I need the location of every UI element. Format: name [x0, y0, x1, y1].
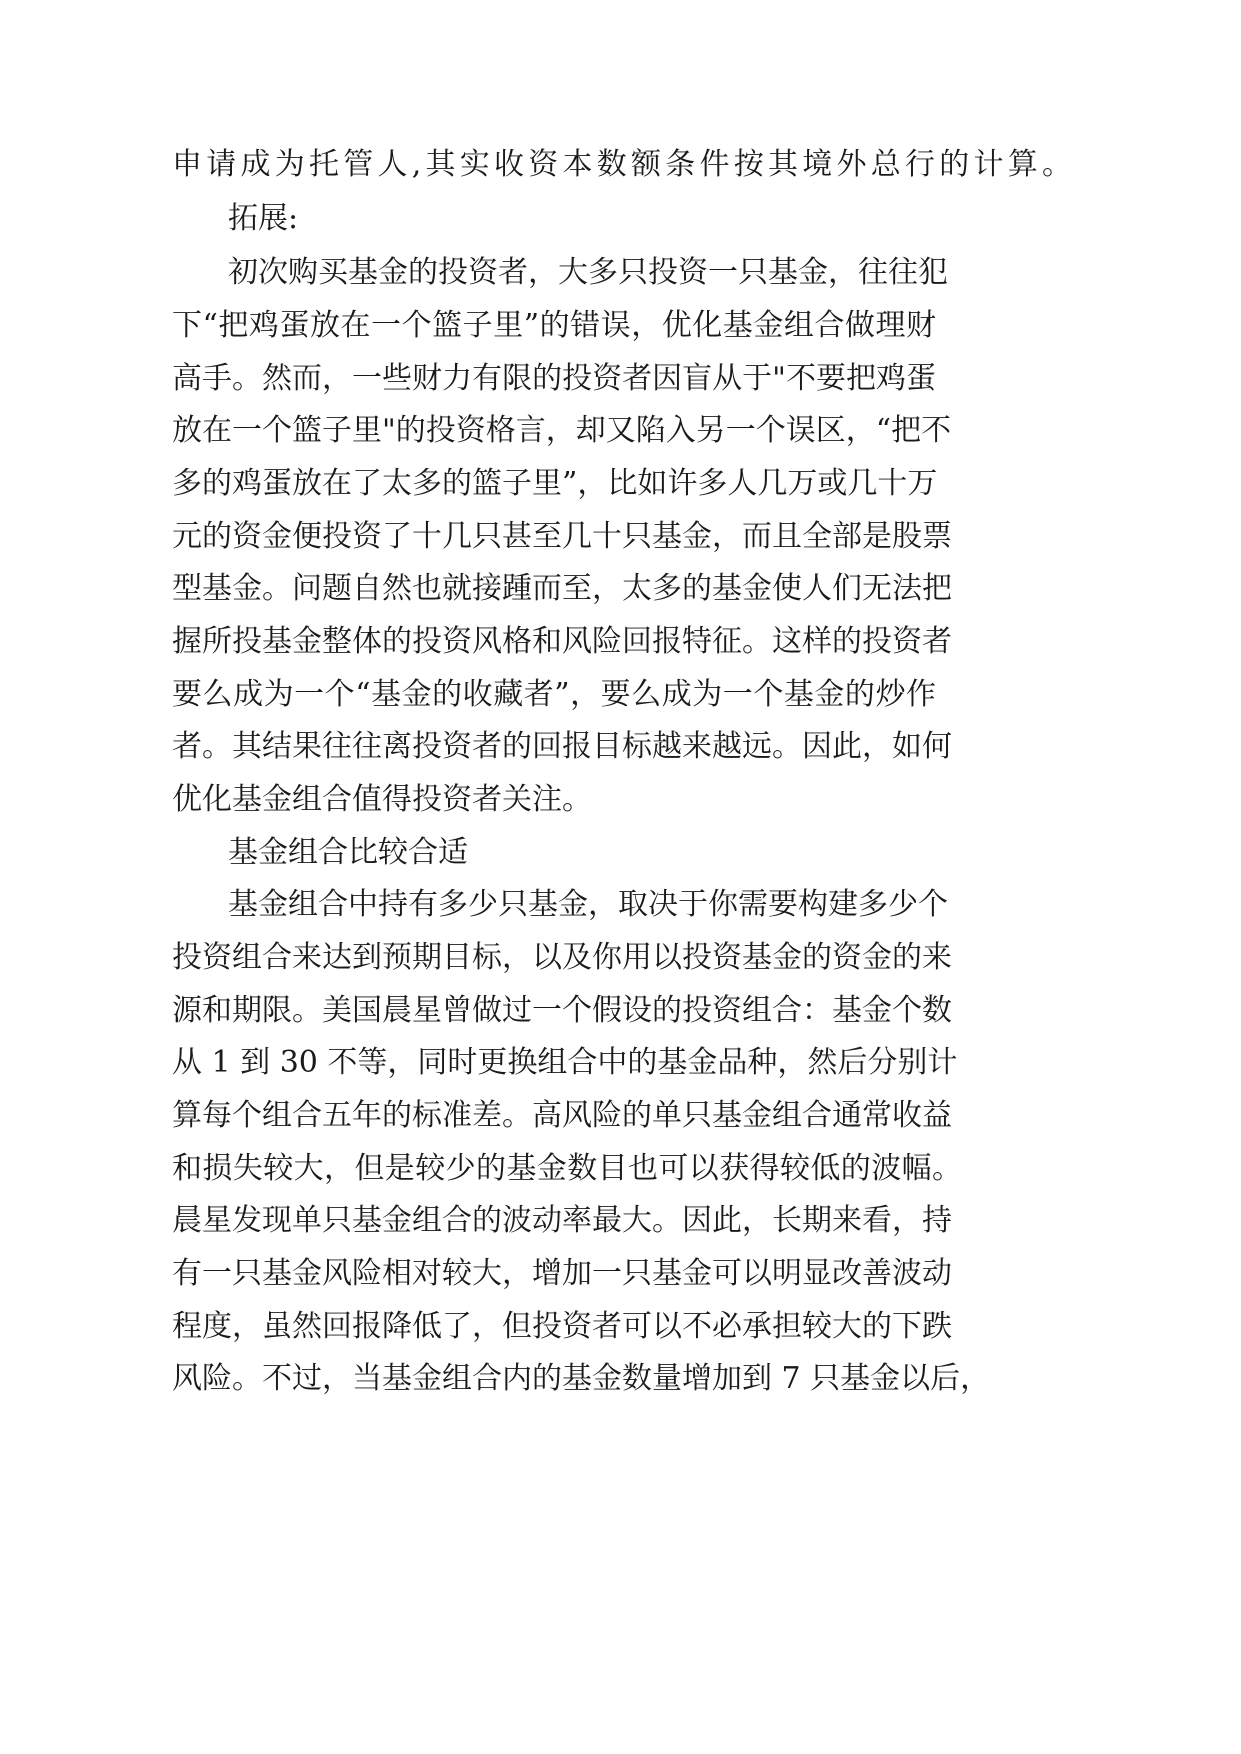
paragraph-line-3: 高手。然而，一些财力有限的投资者因盲从于"不要把鸡蛋 — [172, 361, 936, 396]
section-label-expand: 拓展: — [228, 201, 299, 236]
paragraph-line-5: 多的鸡蛋放在了太多的篮子里”，比如许多人几万或几十万 — [172, 466, 938, 501]
paragraph-line-15: 从 1 到 30 不等，同时更换组合中的基金品种，然后分别计 — [172, 1045, 958, 1080]
paragraph-line-7: 型基金。问题自然也就接踵而至，太多的基金使人们无法把 — [172, 571, 952, 606]
paragraph-line-19: 有一只基金风险相对较大，增加一只基金可以明显改善波动 — [172, 1256, 952, 1291]
paragraph-line-18: 晨星发现单只基金组合的波动率最大。因此，长期来看，持 — [172, 1203, 952, 1238]
paragraph-line-2: 下“把鸡蛋放在一个篮子里”的错误，优化基金组合做理财 — [172, 308, 936, 343]
paragraph-line-8: 握所投基金整体的投资风格和风险回报特征。这样的投资者 — [172, 624, 952, 659]
paragraph-line-13: 投资组合来达到预期目标，以及你用以投资基金的资金的来 — [172, 940, 952, 975]
paragraph-line-9: 要么成为一个“基金的收藏者”，要么成为一个基金的炒作 — [172, 677, 936, 712]
paragraph-line-6: 元的资金便投资了十几只甚至几十只基金，而且全部是股票 — [172, 519, 952, 554]
paragraph-line-20: 程度，虽然回报降低了，但投资者可以不必承担较大的下跌 — [172, 1309, 952, 1344]
paragraph-line-1: 初次购买基金的投资者，大多只投资一只基金，往往犯 — [228, 255, 948, 290]
paragraph-line-10: 者。其结果往往离投资者的回报目标越来越远。因此，如何 — [172, 729, 952, 764]
paragraph-line-17: 和损失较大，但是较少的基金数目也可以获得较低的波幅。 — [172, 1151, 962, 1186]
text-line-1: 申请成为托管人,其实收资本数额条件按其境外总行的计算。 — [172, 147, 1072, 182]
paragraph-line-12: 基金组合中持有多少只基金，取决于你需要构建多少个 — [228, 887, 948, 922]
paragraph-line-16: 算每个组合五年的标准差。高风险的单只基金组合通常收益 — [172, 1098, 952, 1133]
paragraph-line-11: 优化基金组合值得投资者关注。 — [172, 782, 592, 817]
paragraph-line-21: 风险。不过，当基金组合内的基金数量增加到 7 只基金以后， — [172, 1361, 991, 1396]
paragraph-line-14: 源和期限。美国晨星曾做过一个假设的投资组合：基金个数 — [172, 993, 952, 1028]
paragraph-line-4: 放在一个篮子里"的投资格言，却又陷入另一个误区，“把不 — [172, 413, 952, 448]
section-heading: 基金组合比较合适 — [228, 835, 468, 870]
